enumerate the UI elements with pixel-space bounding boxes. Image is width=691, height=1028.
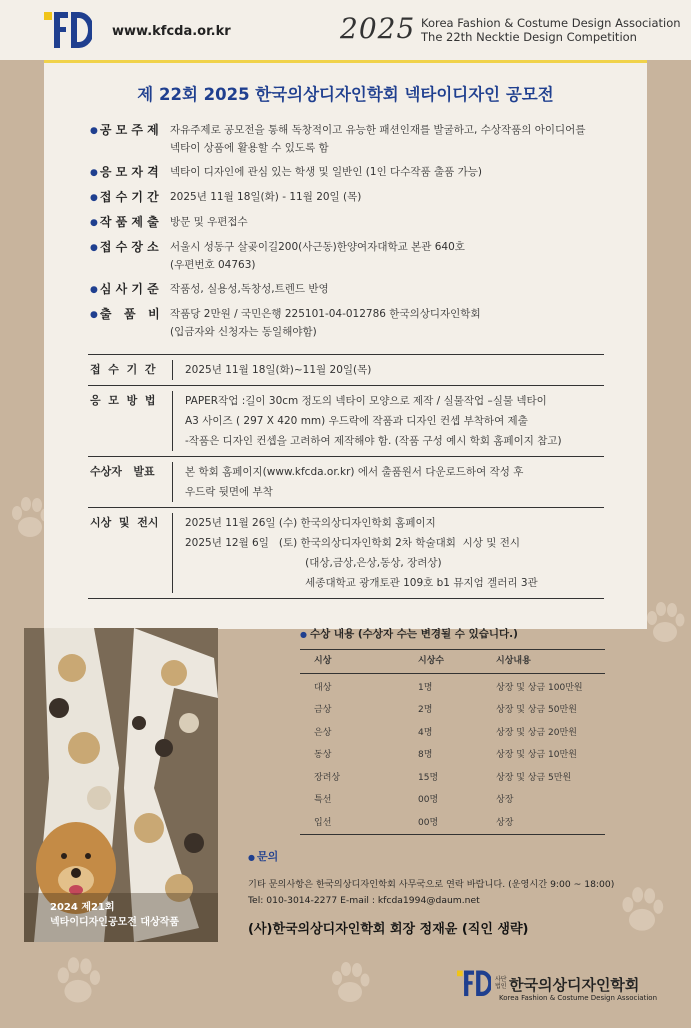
footer-org-name: 한국의상디자인학회 — [509, 976, 640, 994]
info-value — [170, 280, 610, 299]
column-header: 시상 — [314, 656, 332, 666]
table-row-label: 접 수 기 간 — [88, 360, 173, 380]
paw-print-icon — [645, 600, 685, 646]
table-row-value — [173, 391, 604, 451]
header-bar — [0, 0, 691, 60]
info-row — [90, 121, 610, 157]
info-label: ● 작 품 제 출 — [90, 213, 170, 232]
info-value — [170, 163, 610, 182]
competition-name-line: The 22th Necktie Design Competition — [421, 30, 637, 44]
award-count: 15명 — [418, 772, 439, 783]
info-line: 방문 및 우편접수 — [170, 216, 248, 228]
info-label: ● 출 품 비 — [90, 305, 170, 341]
info-line: 2025년 11월 18일(화) - 11월 20일 (목) — [170, 191, 362, 203]
footer-org-english: Korea Fashion & Costume Design Association — [499, 994, 657, 1002]
table-row-label: 수상자 발표 — [88, 462, 173, 502]
paw-print-icon — [330, 960, 370, 1006]
table-line: 2025년 11월 18일(화)~11월 20일(목) — [185, 364, 372, 376]
table-line: 2025년 12월 6일 (토) 한국의상디자인학회 2차 학술대회 시상 및 전시 — [185, 537, 520, 549]
table-row — [88, 508, 604, 599]
org-name-line: Korea Fashion & Costume Design Association — [421, 16, 681, 30]
schedule-table — [88, 354, 604, 599]
table-line: A3 사이즈 ( 297 X 420 mm) 우드락에 작품과 디자인 컨셉 부착하여 제출 — [185, 415, 528, 427]
page-title: 제 22회 2025 한국의상디자인학회 넥타이디자인 공모전 — [137, 85, 554, 104]
info-line: 서울시 성동구 살곶이길200(사근동)한양여자대학교 본관 640호 — [170, 241, 465, 253]
info-row — [90, 238, 610, 274]
info-value — [170, 238, 610, 274]
paw-print-icon — [620, 885, 664, 935]
contact-note: 기타 문의사항은 한국의상디자인학회 사무국으로 연락 바랍니다. (운영시간 9:00 ~ 18:00) — [248, 879, 615, 890]
info-line: 넥타이 상품에 활용할 수 있도록 함 — [170, 142, 329, 154]
info-row — [90, 188, 610, 207]
info-line: 넥타이 디자인에 관심 있는 학생 및 일반인 (1인 다수작품 출품 가능) — [170, 166, 482, 178]
table-row — [300, 767, 605, 790]
contact-section — [248, 848, 614, 937]
info-row — [90, 213, 610, 232]
info-label: ● 접 수 기 간 — [90, 188, 170, 207]
award-count: 4명 — [418, 727, 433, 738]
award-name: 동상 — [314, 750, 332, 760]
caption-line: 2024 제21회 — [50, 902, 115, 913]
table-line: PAPER작업 :길이 30cm 정도의 넥타이 모양으로 제작 / 실물작업 –실물 넥타이 — [185, 395, 547, 407]
necktie-illustration — [24, 628, 218, 942]
column-header: 시상수 — [418, 656, 445, 666]
table-row — [88, 355, 604, 386]
award-prize: 상장 및 상금 100만원 — [496, 682, 583, 693]
info-line: 작품성, 실용성,독창성,트렌드 반영 — [170, 283, 329, 295]
table-row — [300, 744, 605, 767]
award-count: 2명 — [418, 705, 433, 715]
award-prize: 상장 — [496, 795, 514, 805]
award-name: 입선 — [314, 817, 332, 828]
award-name: 특선 — [314, 795, 332, 805]
table-row-label: 시상 및 전시 — [88, 513, 173, 593]
info-line: 작품당 2만원 / 국민은행 225101-04-012786 한국의상디자인학회 — [170, 308, 481, 320]
org-english-name — [421, 16, 681, 44]
info-line: (우편번호 04763) — [170, 259, 256, 271]
info-panel — [44, 60, 647, 629]
award-prize: 상장 및 상금 20만원 — [496, 727, 577, 738]
info-row — [90, 163, 610, 182]
awards-table — [300, 649, 605, 835]
paw-print-icon — [55, 955, 101, 1007]
award-prize: 상장 및 상금 10만원 — [496, 750, 577, 760]
award-count: 00명 — [418, 817, 439, 828]
info-value — [170, 213, 610, 232]
table-line: -작품은 디자인 컨셉을 고려하여 제작해야 함. (작품 구성 예시 학회 홈페이지 참고) — [185, 435, 562, 447]
info-label: ● 접 수 장 소 — [90, 238, 170, 274]
info-value — [170, 188, 610, 207]
info-line: (입금자와 신청자는 동일해야함) — [170, 326, 317, 338]
fd-logo-icon — [44, 10, 92, 52]
awards-section — [300, 626, 605, 835]
footer-corp-label: 사단 법인 — [495, 976, 507, 990]
website-link[interactable]: www.kfcda.or.kr — [112, 24, 231, 39]
fd-logo-icon — [457, 968, 491, 1000]
table-line: 2025년 11월 26일 (수) 한국의상디자인학회 홈페이지 — [185, 517, 436, 529]
table-row — [300, 677, 605, 700]
footer-logo — [457, 968, 657, 1008]
photo-caption — [50, 900, 179, 930]
award-count: 1명 — [418, 682, 433, 693]
info-row — [90, 280, 610, 299]
contact-phone-email[interactable]: Tel: 010-3014-2277 E-mail : kfcda1994@daum.net — [248, 895, 480, 906]
table-row — [88, 457, 604, 508]
table-row — [300, 699, 605, 722]
competition-year: 2025 — [340, 12, 416, 45]
table-row — [300, 722, 605, 745]
table-row-value — [173, 360, 604, 380]
info-label: ● 응 모 자 격 — [90, 163, 170, 182]
award-name: 은상 — [314, 727, 332, 738]
info-label: ● 심 사 기 준 — [90, 280, 170, 299]
award-prize: 상장 및 상금 5만원 — [496, 772, 572, 783]
table-line: (대상,금상,은상,동상, 장려상) — [185, 557, 442, 569]
awards-header-row — [300, 650, 605, 674]
award-prize: 상장 — [496, 817, 514, 828]
award-count: 8명 — [418, 750, 433, 760]
award-prize: 상장 및 상금 50만원 — [496, 705, 577, 715]
table-line: 세종대학교 광개토관 109호 b1 뮤지엄 겔러리 3관 — [185, 577, 538, 589]
award-count: 00명 — [418, 795, 439, 805]
info-line: 자유주제로 공모전을 통해 독창적이고 유능한 패션인재를 발굴하고, 수상작품의 아이디어를 — [170, 124, 586, 136]
table-row — [300, 789, 605, 812]
caption-line: 넥타이디자인공모전 대상작품 — [50, 917, 180, 928]
table-row-label: 응 모 방 법 — [88, 391, 173, 451]
table-row — [300, 812, 605, 835]
table-line: 본 학회 홈페이지(www.kfcda.or.kr) 에서 출품원서 다운로드하여 작성 후 — [185, 466, 524, 478]
info-value — [170, 121, 610, 157]
award-name: 장려상 — [314, 772, 341, 783]
table-row-value — [173, 513, 604, 593]
award-name: 금상 — [314, 705, 332, 715]
table-line: 우드락 뒷면에 부착 — [185, 486, 273, 498]
awards-heading: ● 수상 내용 (수상자 수는 변경될 수 있습니다.) — [300, 626, 605, 641]
table-row — [88, 386, 604, 457]
award-name: 대상 — [314, 682, 332, 693]
info-value — [170, 305, 610, 341]
column-header: 시상내용 — [496, 656, 531, 666]
info-list — [90, 121, 610, 347]
table-row-value — [173, 462, 604, 502]
info-label: ● 공 모 주 제 — [90, 121, 170, 157]
award-necktie-photo — [24, 628, 218, 942]
info-row — [90, 305, 610, 341]
president-signature: (사)한국의상디자인학회 회장 정재윤 (직인 생략) — [248, 922, 529, 937]
contact-title: ● 문의 — [248, 848, 614, 864]
